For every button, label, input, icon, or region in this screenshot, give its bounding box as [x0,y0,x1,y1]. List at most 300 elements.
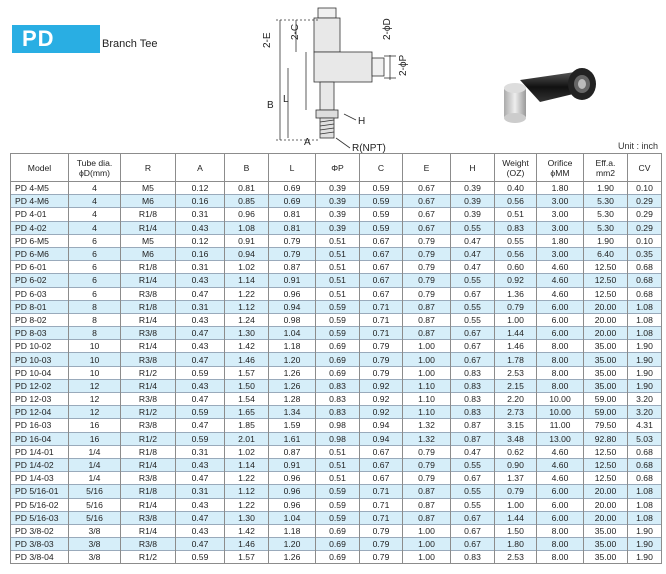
product-photo [480,60,620,140]
table-cell: 4.60 [537,458,584,471]
model-cell: PD 3/8-02 [11,524,69,537]
table-cell: 0.96 [269,287,316,300]
table-cell: 1.90 [628,551,662,564]
table-cell: 0.43 [176,274,225,287]
column-header: Weight (OZ) [495,154,537,182]
table-cell: 0.68 [628,458,662,471]
table-cell: 1.42 [225,524,269,537]
table-cell: 0.47 [176,538,225,551]
table-cell: 12.50 [584,445,628,458]
table-cell: 0.59 [316,498,360,511]
model-cell: PD 4-02 [11,221,69,234]
table-cell: 3.15 [495,419,537,432]
label-2e: 2-E [262,32,273,48]
table-cell: 1.46 [495,340,537,353]
table-row [11,234,662,247]
table-cell: 1.02 [225,445,269,458]
table-cell: 8 [69,327,121,340]
table-cell: 20.00 [584,327,628,340]
table-cell: 0.39 [451,208,495,221]
model-cell: PD 3/8-04 [11,551,69,564]
table-cell: 0.79 [403,234,451,247]
table-body [11,182,662,564]
table-cell: 0.79 [360,551,403,564]
table-row [11,300,662,313]
table-cell: 1.50 [225,379,269,392]
table-cell: R3/8 [121,327,176,340]
table-cell: 0.39 [316,195,360,208]
model-cell: PD 5/16-02 [11,498,69,511]
table-cell: 16 [69,419,121,432]
table-row [11,551,662,564]
table-cell: 0.69 [269,182,316,195]
table-cell: 0.94 [225,247,269,260]
table-cell: R3/8 [121,287,176,300]
label-h: H [358,116,366,127]
table-cell: 10 [69,366,121,379]
table-cell: 0.90 [495,458,537,471]
table-cell: 0.59 [316,511,360,524]
table-cell: 1.30 [225,327,269,340]
table-cell: 3.00 [537,208,584,221]
table-cell: 0.67 [360,247,403,260]
table-cell: 4.60 [537,445,584,458]
table-cell: 2.73 [495,406,537,419]
table-row [11,538,662,551]
table-cell: 4.60 [537,274,584,287]
table-cell: 2.15 [495,379,537,392]
table-cell: 20.00 [584,313,628,326]
table-cell: 0.79 [403,472,451,485]
table-cell: 1.04 [269,327,316,340]
table-cell: 6 [69,261,121,274]
table-cell: 1.78 [495,353,537,366]
table-cell: 0.68 [628,287,662,300]
table-cell: 0.69 [316,353,360,366]
table-cell: 0.67 [451,287,495,300]
table-cell: R3/8 [121,353,176,366]
table-row [11,327,662,340]
column-header: L [269,154,316,182]
column-header: E [403,154,451,182]
table-cell: 0.59 [316,327,360,340]
table-cell: 5.30 [584,208,628,221]
table-cell: 6 [69,247,121,260]
table-cell: 0.83 [451,551,495,564]
table-cell: 0.67 [451,511,495,524]
table-cell: 0.98 [269,313,316,326]
table-cell: 1.22 [225,498,269,511]
model-cell: PD 12-03 [11,393,69,406]
table-cell: 0.55 [451,313,495,326]
table-cell: 1.00 [495,498,537,511]
table-cell: 1.65 [225,406,269,419]
table-cell: 0.79 [403,247,451,260]
table-cell: 1.20 [269,353,316,366]
model-cell: PD 3/8-03 [11,538,69,551]
table-cell: 5/16 [69,485,121,498]
model-cell: PD 10-04 [11,366,69,379]
table-cell: 1/4 [69,458,121,471]
table-cell: 0.71 [360,511,403,524]
table-cell: 0.47 [176,287,225,300]
table-cell: 1.28 [269,393,316,406]
table-cell: 0.29 [628,221,662,234]
table-cell: 1.44 [495,511,537,524]
table-cell: 0.43 [176,313,225,326]
table-cell: 1.08 [628,313,662,326]
table-cell: 0.67 [451,538,495,551]
table-cell: 13.00 [537,432,584,445]
table-cell: 0.83 [451,406,495,419]
table-cell: 2.01 [225,432,269,445]
table-cell: 0.79 [360,538,403,551]
table-cell: 0.68 [628,445,662,458]
table-cell: 0.56 [495,247,537,260]
table-cell: 12.50 [584,472,628,485]
table-cell: 0.67 [403,208,451,221]
table-row [11,485,662,498]
table-cell: 0.81 [269,221,316,234]
table-cell: 1.85 [225,419,269,432]
label-a: A [304,137,311,148]
table-cell: 0.67 [403,221,451,234]
table-cell: 0.35 [628,247,662,260]
table-cell: 0.59 [360,182,403,195]
table-cell: 8 [69,313,121,326]
model-cell: PD 6-M6 [11,247,69,260]
table-cell: 0.98 [316,419,360,432]
column-header: Orifice ϕMM [537,154,584,182]
dimension-drawing [258,0,428,155]
table-cell: 1.50 [495,524,537,537]
table-cell: 0.39 [316,182,360,195]
table-cell: 1.32 [403,432,451,445]
table-cell: 1.80 [537,234,584,247]
table-cell: 3.00 [537,247,584,260]
table-cell: 1.80 [537,182,584,195]
table-row [11,313,662,326]
table-cell: 0.55 [451,498,495,511]
table-cell: 0.79 [495,485,537,498]
table-row [11,445,662,458]
table-cell: 8.00 [537,524,584,537]
column-header: H [451,154,495,182]
table-cell: 0.91 [225,234,269,247]
table-cell: 0.87 [403,485,451,498]
table-cell: 1.08 [628,498,662,511]
model-cell: PD 5/16-01 [11,485,69,498]
table-cell: 0.47 [451,247,495,260]
table-cell: 0.51 [316,287,360,300]
table-cell: 6.00 [537,498,584,511]
table-cell: 1.90 [628,524,662,537]
table-cell: 8.00 [537,538,584,551]
table-cell: 3.20 [628,393,662,406]
table-cell: 8.00 [537,353,584,366]
table-cell: 59.00 [584,406,628,419]
table-cell: 0.69 [269,195,316,208]
table-cell: 20.00 [584,498,628,511]
table-row [11,195,662,208]
table-row [11,511,662,524]
product-name: Branch Tee [102,38,158,50]
model-cell: PD 10-03 [11,353,69,366]
model-cell: PD 6-01 [11,261,69,274]
table-cell: 6 [69,234,121,247]
table-cell: R1/8 [121,300,176,313]
table-cell: 0.71 [360,300,403,313]
model-cell: PD 10-02 [11,340,69,353]
table-cell: R1/8 [121,485,176,498]
table-cell: 4.60 [537,287,584,300]
table-cell: 0.67 [403,182,451,195]
table-cell: 0.67 [451,472,495,485]
table-row [11,524,662,537]
table-cell: 5.30 [584,221,628,234]
table-cell: 3/8 [69,524,121,537]
table-cell: 1.90 [628,379,662,392]
table-cell: 0.51 [316,261,360,274]
model-cell: PD 6-M5 [11,234,69,247]
table-cell: 1/4 [69,472,121,485]
table-cell: 0.62 [495,445,537,458]
table-cell: 0.83 [495,221,537,234]
table-cell: 35.00 [584,551,628,564]
table-cell: 0.79 [403,287,451,300]
table-cell: 0.94 [360,419,403,432]
table-cell: 0.79 [403,274,451,287]
table-row [11,472,662,485]
table-cell: 1.08 [225,221,269,234]
table-cell: 0.87 [403,300,451,313]
table-cell: R3/8 [121,393,176,406]
table-cell: 0.31 [176,485,225,498]
table-cell: 1.54 [225,393,269,406]
table-cell: 0.59 [176,551,225,564]
label-2c: 2-C [290,23,301,40]
table-cell: 1.02 [225,261,269,274]
table-cell: 3.48 [495,432,537,445]
table-cell: 35.00 [584,340,628,353]
table-cell: 0.83 [451,366,495,379]
table-cell: 0.10 [628,234,662,247]
table-cell: 0.67 [451,340,495,353]
table-cell: 12.50 [584,274,628,287]
column-header: CV [628,154,662,182]
table-cell: 0.67 [451,524,495,537]
table-cell: 10.00 [537,406,584,419]
table-cell: 1.90 [628,340,662,353]
table-cell: 10 [69,353,121,366]
table-cell: 0.69 [316,551,360,564]
label-l: L [283,94,289,105]
table-cell: M5 [121,182,176,195]
column-header: R [121,154,176,182]
column-header: A [176,154,225,182]
model-cell: PD 12-02 [11,379,69,392]
table-cell: 0.79 [403,261,451,274]
table-cell: 0.51 [316,445,360,458]
table-cell: 4 [69,221,121,234]
table-cell: 0.59 [360,221,403,234]
table-cell: 1.00 [403,340,451,353]
table-cell: 0.59 [316,313,360,326]
table-cell: 0.68 [628,261,662,274]
table-cell: 0.83 [451,379,495,392]
table-cell: 8.00 [537,551,584,564]
table-cell: 1.26 [269,551,316,564]
table-row [11,366,662,379]
table-cell: 0.59 [316,485,360,498]
table-cell: R1/4 [121,313,176,326]
table-cell: 0.39 [451,182,495,195]
model-cell: PD 5/16-03 [11,511,69,524]
table-cell: 1.18 [269,340,316,353]
model-cell: PD 4-M6 [11,195,69,208]
table-cell: 0.56 [495,195,537,208]
table-cell: 1.59 [269,419,316,432]
table-cell: 0.69 [316,366,360,379]
table-cell: 0.47 [176,472,225,485]
table-cell: 0.92 [360,393,403,406]
table-cell: 0.94 [269,300,316,313]
table-cell: 0.51 [316,247,360,260]
table-cell: 5/16 [69,511,121,524]
table-cell: 1.20 [269,538,316,551]
table-cell: 1.90 [628,366,662,379]
model-cell: PD 16-03 [11,419,69,432]
table-cell: 4.60 [537,261,584,274]
table-cell: M6 [121,195,176,208]
table-row [11,182,662,195]
table-cell: 1.10 [403,379,451,392]
table-cell: 35.00 [584,353,628,366]
table-cell: 6.40 [584,247,628,260]
table-cell: R3/8 [121,419,176,432]
table-cell: 1.00 [403,524,451,537]
table-cell: 0.68 [628,274,662,287]
table-cell: 0.47 [176,511,225,524]
table-row [11,261,662,274]
table-row [11,274,662,287]
table-cell: 1.90 [584,234,628,247]
table-cell: 0.81 [269,208,316,221]
table-cell: R1/4 [121,274,176,287]
table-cell: R1/4 [121,524,176,537]
table-row [11,393,662,406]
table-cell: 1.34 [269,406,316,419]
table-row [11,458,662,471]
table-cell: R3/8 [121,472,176,485]
table-cell: 0.12 [176,234,225,247]
table-cell: 0.92 [495,274,537,287]
table-cell: 10 [69,340,121,353]
table-cell: 0.96 [269,472,316,485]
table-cell: 0.31 [176,208,225,221]
table-cell: 0.67 [360,261,403,274]
table-row [11,379,662,392]
model-cell: PD 6-02 [11,274,69,287]
table-cell: 0.81 [225,182,269,195]
table-cell: 0.16 [176,247,225,260]
table-cell: 8.00 [537,379,584,392]
table-cell: 0.51 [316,274,360,287]
table-cell: 0.87 [451,432,495,445]
table-cell: 6.00 [537,511,584,524]
table-cell: 12 [69,379,121,392]
table-cell: 0.87 [403,327,451,340]
table-cell: 1.32 [403,419,451,432]
table-cell: 0.39 [316,221,360,234]
table-cell: 0.43 [176,340,225,353]
product-code: PD [22,26,55,51]
table-cell: 12 [69,406,121,419]
table-cell: 0.83 [316,379,360,392]
table-cell: 1.26 [269,366,316,379]
table-cell: R3/8 [121,538,176,551]
table-cell: 0.47 [176,327,225,340]
table-cell: 6.00 [537,485,584,498]
label-2d: 2-ϕD [382,18,393,40]
table-cell: 1.04 [269,511,316,524]
table-cell: 0.59 [176,406,225,419]
column-header: B [225,154,269,182]
table-cell: R1/2 [121,366,176,379]
table-cell: R3/8 [121,511,176,524]
table-cell: 0.79 [360,340,403,353]
table-cell: 1.14 [225,458,269,471]
model-cell: PD 8-03 [11,327,69,340]
table-cell: 0.87 [451,419,495,432]
column-header: ΦP [316,154,360,182]
table-cell: 0.69 [316,340,360,353]
table-cell: 0.60 [495,261,537,274]
table-cell: M6 [121,247,176,260]
table-cell: 0.91 [269,274,316,287]
table-cell: 0.79 [403,445,451,458]
table-cell: 1.10 [403,406,451,419]
table-cell: R1/8 [121,445,176,458]
table-cell: 0.67 [360,287,403,300]
table-row [11,247,662,260]
table-cell: 1.44 [495,327,537,340]
table-cell: 3/8 [69,551,121,564]
table-cell: 0.87 [403,498,451,511]
table-cell: 8.00 [537,340,584,353]
table-cell: R1/4 [121,498,176,511]
table-row [11,498,662,511]
table-cell: 1.46 [225,353,269,366]
table-cell: 20.00 [584,300,628,313]
unit-label: Unit : inch [617,141,658,151]
table-cell: 0.96 [225,208,269,221]
table-cell: 0.79 [360,353,403,366]
table-cell: R1/2 [121,432,176,445]
table-cell: 0.47 [451,445,495,458]
table-cell: 5.30 [584,195,628,208]
table-cell: 0.91 [269,458,316,471]
table-cell: R1/4 [121,221,176,234]
table-cell: 1.26 [269,379,316,392]
table-cell: 1.36 [495,287,537,300]
table-cell: 0.85 [225,195,269,208]
table-cell: 4 [69,208,121,221]
table-cell: 79.50 [584,419,628,432]
table-cell: 35.00 [584,538,628,551]
label-2p: 2-ϕP [398,54,409,76]
table-cell: 1.10 [403,393,451,406]
